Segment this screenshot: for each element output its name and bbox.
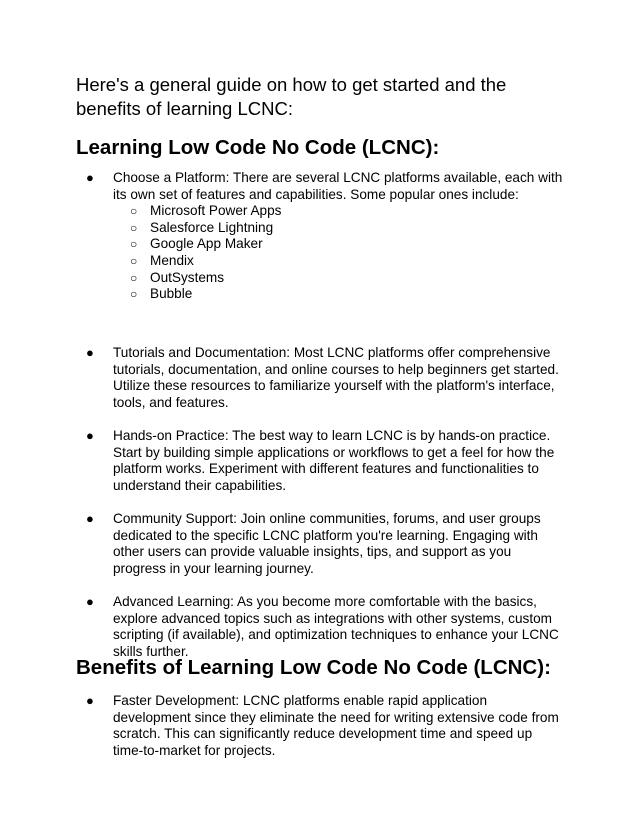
sublist-item	[113, 286, 563, 303]
intro-paragraph: Here's a general guide on how to get started and the benefits of learning LCNC:	[76, 74, 507, 119]
list-item-text: Tutorials and Documentation: Most LCNC platforms offer comprehensive tutorials, documentation, and online courses to help beginners get started. Utilize these resources to familiarize yourself with the platform's interface, tools, and features.	[113, 345, 559, 410]
bullet-icon: ●	[86, 345, 94, 360]
sublist-item-text: Bubble	[150, 286, 193, 302]
list-item	[0, 345, 563, 411]
sublist-item	[113, 253, 563, 270]
bullet-icon: ●	[86, 427, 94, 443]
sublist-item	[113, 220, 563, 237]
bullet-icon: ●	[86, 510, 94, 526]
list-item	[0, 594, 563, 660]
sublist-item-text: Google App Maker	[150, 236, 263, 252]
learning-steps-list	[0, 345, 563, 677]
sublist-item-text: Mendix	[150, 252, 194, 268]
sublist-item	[113, 270, 563, 287]
bullet-icon: ●	[86, 693, 94, 708]
circle-bullet-icon: ○	[130, 220, 138, 235]
sublist-item-text: Salesforce Lightning	[150, 219, 274, 235]
learning-heading: Learning Low Code No Code (LCNC):	[76, 136, 440, 159]
circle-bullet-icon: ○	[130, 270, 138, 285]
sublist-item-text: OutSystems	[150, 269, 225, 285]
list-item	[0, 693, 563, 759]
list-item	[0, 428, 563, 494]
circle-bullet-icon: ○	[130, 287, 138, 302]
platform-sublist	[113, 203, 563, 303]
list-item-text: Faster Development: LCNC platforms enable rapid application development since they eliminate the need for writing extensive code from scratch. This can significantly reduce development time and speed up time-to-market for projects.	[113, 693, 559, 758]
list-item	[0, 170, 563, 303]
list-item-text: Hands-on Practice: The best way to learn LCNC is by hands-on practice. Start by building simple applications or workflows to get a feel for how the platform works. Experiment with different features and functionalities to understand their capabilities.	[113, 427, 555, 493]
bullet-icon: ●	[86, 170, 94, 185]
list-item	[0, 511, 563, 577]
circle-bullet-icon: ○	[130, 237, 138, 252]
benefits-heading: Benefits of Learning Low Code No Code (LCNC):	[76, 656, 551, 679]
list-item-text: Advanced Learning: As you become more comfortable with the basics, explore advanced topics such as integrations with other systems, custom scripting (if available), and optimization techniques to enhance your LCNC skills further.	[113, 593, 559, 659]
sublist-item-text: Microsoft Power Apps	[150, 203, 282, 219]
learning-choose-list	[0, 170, 563, 303]
sublist-item	[113, 236, 563, 253]
list-item-text: Community Support: Join online communities, forums, and user groups dedicated to the specific LCNC platform you're learning. Engaging with other users can provide valuable insights, tips, and support as you progress in your learning journey.	[113, 510, 541, 576]
benefits-list	[0, 693, 563, 759]
circle-bullet-icon: ○	[130, 253, 138, 268]
bullet-icon: ●	[86, 593, 94, 609]
list-item-text: Choose a Platform: There are several LCNC platforms available, each with its own set of features and capabilities. Some popular ones include:	[113, 170, 563, 202]
sublist-item	[113, 203, 563, 220]
circle-bullet-icon: ○	[130, 204, 138, 219]
